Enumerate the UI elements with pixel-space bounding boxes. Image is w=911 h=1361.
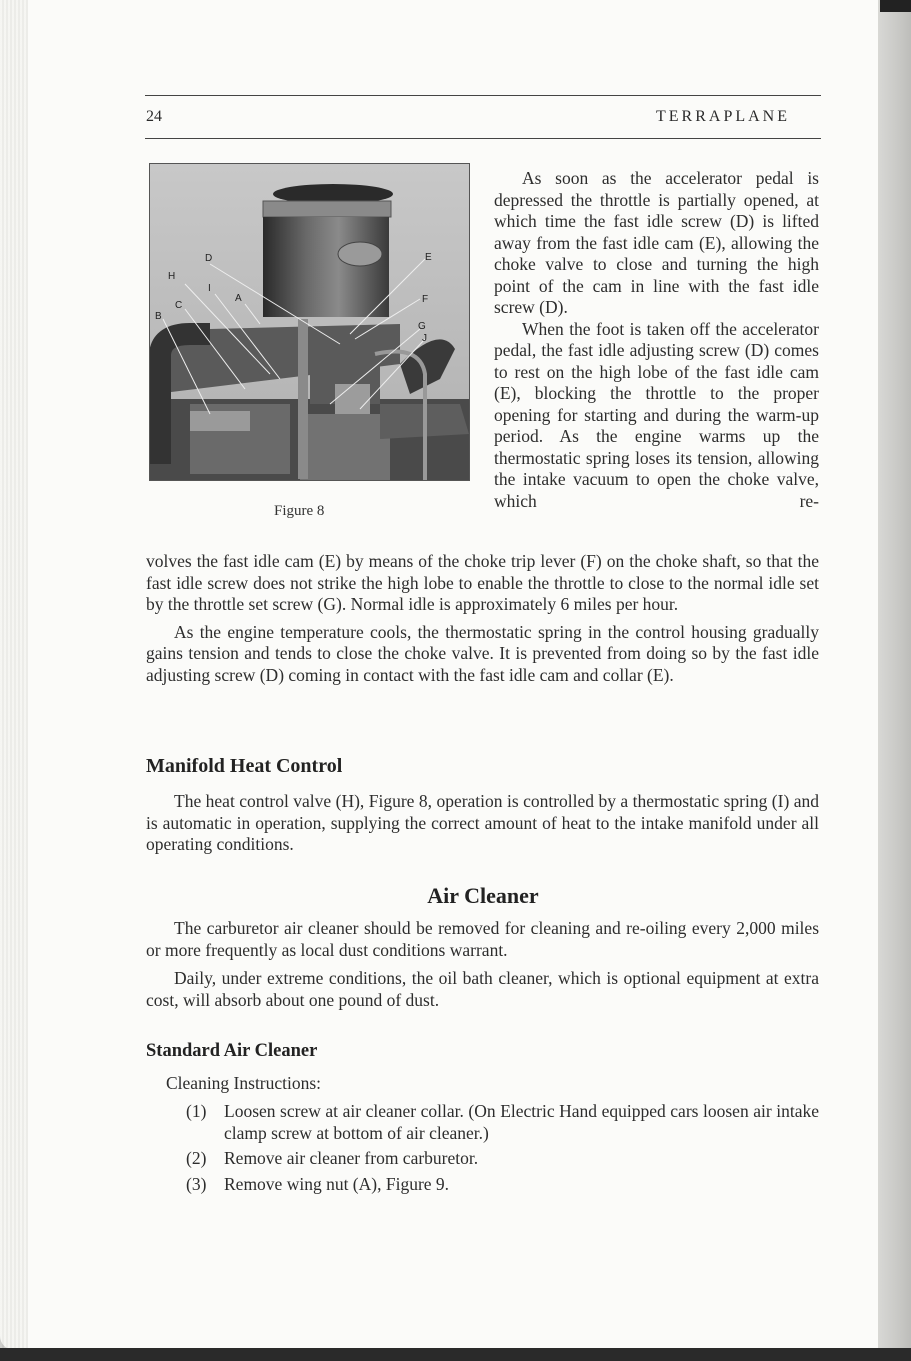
heading-standard-air-cleaner: Standard Air Cleaner: [146, 1041, 318, 1061]
paragraph-foot-off-pedal: When the foot is taken off the accelerator pedal, the fast idle adjusting screw (D) comes to rest on the high lobe of the fast idle cam (E), blocking the throttle to the proper opening for starting and during the warm-up period. As the engine warms up the thermostatic spring loses its tension, allowing the intake vacuum to open the choke valve, which re-: [494, 318, 819, 511]
callout-h: H: [168, 271, 176, 282]
carburetor-air-cleaner-illustration: [150, 164, 469, 480]
step-text: Remove air cleaner from carburetor.: [224, 1148, 479, 1168]
callout-j: J: [422, 333, 427, 344]
step-number: (2): [186, 1148, 207, 1168]
callout-f: F: [422, 294, 429, 305]
air-cleaner-section-text: [146, 918, 819, 1011]
paragraph-oil-bath: Daily, under extreme conditions, the oil bath cleaner, which is optional equipment at extra cost, will absorb about one pound of dust.: [146, 968, 819, 1010]
list-item: [186, 1148, 819, 1170]
callout-g: G: [418, 321, 426, 332]
step-number: (1): [186, 1101, 207, 1121]
callout-e: E: [425, 252, 432, 263]
scan-border-bottom: [0, 1348, 911, 1361]
side-column-text: [494, 168, 819, 512]
paragraph-heat-control-valve: The heat control valve (H), Figure 8, operation is controlled by a thermostatic spring (I) and is automatic in operation, supplying the correct amount of heat to the intake manifold under all operating conditions.: [146, 791, 819, 854]
paragraph-continuation: volves the fast idle cam (E) by means of the choke trip lever (F) on the choke shaft, so that the fast idle screw does not strike the high lobe to enable the throttle to close to the normal idle set by the throttle set screw (G). Normal idle is approximately 6 miles per hour.: [146, 551, 819, 614]
callout-a: A: [235, 293, 242, 304]
step-number: (3): [186, 1173, 207, 1194]
list-item: [186, 1174, 819, 1196]
full-width-text: [146, 551, 819, 686]
running-head: TERRAPLANE: [656, 108, 790, 125]
header-rule-bottom: [145, 138, 821, 139]
cleaning-instructions-label: Cleaning Instructions:: [166, 1073, 322, 1093]
paragraph-air-cleaner-removal: The carburetor air cleaner should be removed for cleaning and re-oiling every 2,000 miles or more frequently as local dust conditions warrant.: [146, 918, 819, 960]
header-rule-top: [145, 95, 821, 96]
paragraph-fast-idle-intro: As soon as the accelerator pedal is depressed the throttle is partially opened, at which time the fast idle screw (D) is lifted away from the fast idle cam (E), allowing the choke valve to close and turning the high point of the cam in line with the fast idle screw (D).: [494, 168, 819, 317]
callout-i: I: [208, 283, 211, 294]
page-edge-stack: [0, 0, 28, 1350]
scan-border-top: [880, 0, 911, 12]
callout-d: D: [205, 253, 213, 264]
heading-manifold-heat-control: Manifold Heat Control: [146, 755, 343, 777]
paragraph-engine-cools: As the engine temperature cools, the thermostatic spring in the control housing gradually gains tension and tends to close the choke valve. It is prevented from doing so by the fast idle adjusting screw (D) coming in contact with the fast idle cam and collar (E).: [146, 621, 819, 685]
figure-caption: Figure 8: [274, 503, 325, 519]
step-text: Remove wing nut (A), Figure 9.: [224, 1173, 450, 1194]
page-number: 24: [146, 108, 162, 125]
list-item: [186, 1101, 819, 1144]
figure-8-photo: [149, 163, 470, 481]
callout-c: C: [175, 300, 183, 311]
manifold-section-text: [146, 791, 819, 856]
binding-shadow: [878, 0, 911, 1361]
cleaning-steps-list: [186, 1101, 819, 1199]
cleaning-instructions-intro-wrap: [146, 1073, 819, 1095]
heading-air-cleaner: Air Cleaner: [427, 883, 539, 908]
callout-b: B: [155, 311, 162, 322]
step-text: Loosen screw at air cleaner collar. (On Electric Hand equipped cars loosen air intake clamp screw at bottom of air cleaner.): [224, 1101, 819, 1143]
